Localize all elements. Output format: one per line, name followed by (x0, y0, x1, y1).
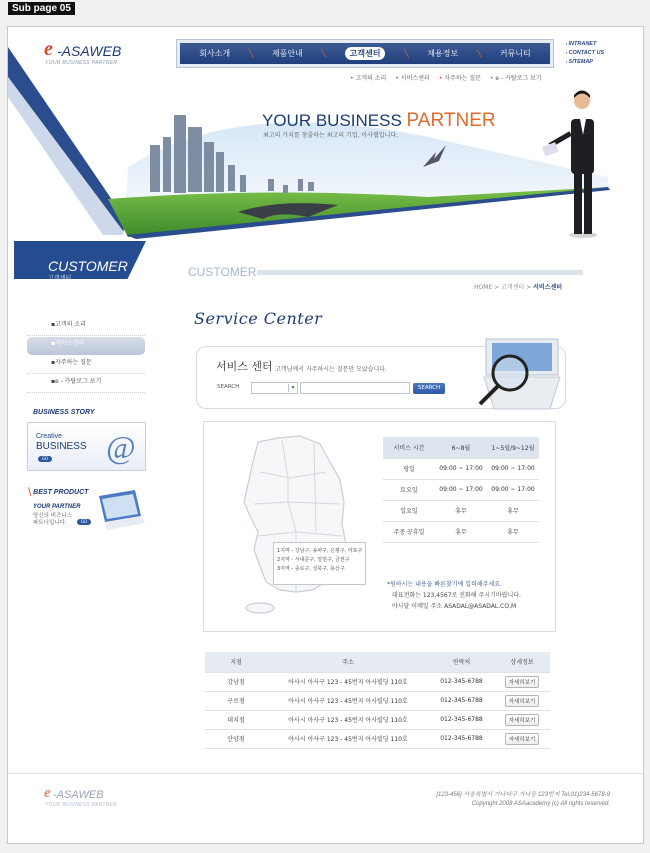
hours-cell: 서비스 시간 (383, 437, 435, 458)
hours-cell: 일요일 (383, 500, 435, 521)
legend-line: 2지역 - 서대문구, 양천구, 금천구 (277, 557, 350, 563)
sub-nav (350, 73, 542, 82)
contact-us-link[interactable]: ▪ CONTACT US (566, 50, 604, 56)
footer-tagline: YOUR BUSINESS PARTNER (45, 802, 118, 808)
subnav-ecatalog[interactable]: • e - 카탈로그 보기 (490, 73, 542, 82)
slogan-accent: PARTNER (406, 110, 496, 131)
business-story-go-button[interactable]: GO (38, 456, 52, 462)
table-row (205, 729, 550, 748)
hours-cell: 휴무 (487, 500, 539, 521)
best-product-heading: ╲ BEST PRODUCT (27, 489, 89, 496)
at-sign-icon: @ (106, 429, 136, 465)
nav-products[interactable]: 제품안내 (271, 49, 303, 58)
branch-tel: 012-345-6788 (429, 672, 494, 691)
sidebar-item-label: e - 카탈로그 보기 (55, 378, 102, 385)
hero-slogan (262, 110, 496, 132)
sidebar-section-sub: 고객센터 (48, 275, 72, 282)
page-title: Service Center (194, 309, 323, 328)
chevron-down-icon: ▾ (288, 384, 297, 392)
hours-cell: 1~5월/9~12월 (487, 437, 539, 458)
sidebar-item-label: 서비스센터 (55, 340, 84, 347)
branch-tel: 012-345-6788 (429, 729, 494, 748)
legend-line: 1지역 - 강남구, 송파구, 은평구, 마포구 (277, 548, 363, 554)
search-button[interactable]: SEARCH (413, 383, 445, 394)
hours-cell: 평일 (383, 458, 435, 479)
best-product-line2: 당신의 비즈니스 (33, 513, 72, 519)
footer-logo-name: -ASAWEB (53, 789, 104, 801)
legend-line: 3지역 - 종로구, 성북구, 용산구 (277, 566, 345, 572)
business-story-heading: BUSINESS STORY (33, 409, 95, 416)
sidebar-item-label: 자주하는 질문 (55, 359, 92, 366)
best-product-go-button[interactable]: GO (77, 519, 91, 525)
breadcrumb-sep: > (524, 284, 534, 291)
detail-button[interactable]: 자세히보기 (505, 714, 540, 726)
business-story-banner[interactable] (27, 422, 146, 471)
nav-company[interactable]: 회사소개 (199, 49, 231, 58)
main-nav (177, 40, 553, 67)
sidebar-item-label: 고객의 소리 (55, 321, 86, 328)
notice-line: 아사달 이메일 주소 ASADAL@ASADAL.CO,M (392, 603, 517, 610)
sitemap-link[interactable]: ▪ SITEMAP (566, 59, 604, 65)
subnav-faq[interactable]: • 자주하는 질문 (439, 73, 481, 82)
hours-row (383, 521, 539, 542)
business-story-line2: BUSINESS (36, 441, 87, 452)
hours-cell: 주중 공휴일 (383, 521, 435, 542)
table-row (205, 691, 550, 710)
notice (387, 579, 521, 612)
sidebar-item-service-center[interactable] (27, 337, 145, 355)
hours-cell: 휴무 (435, 521, 487, 542)
notice-line: 대표전화는 123,4567로 전화해 주시기바랍니다. (392, 592, 521, 599)
hours-cell: 토요일 (383, 479, 435, 500)
logo-e: e (44, 38, 53, 60)
best-product-banner[interactable] (27, 498, 146, 533)
hours-cell: 09:00 ~ 17:00 (435, 479, 487, 500)
column-header: 지점 (205, 652, 267, 672)
map-legend (273, 542, 366, 585)
search-panel-title: 서비스 센터 (216, 360, 273, 373)
branch-name: 강남점 (205, 672, 267, 691)
subnav-voice[interactable]: • 고객의 소리 (350, 73, 386, 82)
branch-table (205, 652, 550, 749)
sidebar-item-voice[interactable] (27, 318, 145, 336)
hours-cell: 휴무 (487, 521, 539, 542)
sidebar-item-ecatalog[interactable] (27, 375, 145, 393)
hours-header-row (383, 437, 539, 458)
service-hours-table (383, 437, 539, 543)
search-panel-subtitle: 고객님께서 자주하시는 질문만 모았습니다. (275, 366, 387, 373)
sidebar-item-faq[interactable] (27, 356, 145, 374)
branch-name: 대치점 (205, 710, 267, 729)
detail-button[interactable]: 자세히보기 (505, 695, 540, 707)
best-product-line3: 파트너입니다. (33, 520, 67, 526)
nav-separator: ╲ (248, 49, 254, 58)
korea-map (230, 432, 363, 622)
magnifier-laptop-icon (476, 337, 562, 410)
branch-detail-cell (494, 729, 550, 748)
laptop-icon (93, 490, 145, 530)
logo-name[interactable]: -ASAWEB (57, 43, 122, 59)
branch-address: 아사시 아사구 123 - 45번지 아사빌딩 110호 (267, 691, 429, 710)
branch-address: 아사시 아사구 123 - 45번지 아사빌딩 110호 (267, 710, 429, 729)
search-label: SEARCH (217, 384, 240, 390)
detail-button[interactable]: 자세히보기 (505, 733, 540, 745)
branch-detail-cell (494, 710, 550, 729)
hours-cell: 09:00 ~ 17:00 (487, 458, 539, 479)
search-category-select[interactable] (251, 382, 298, 394)
hours-cell: 09:00 ~ 17:00 (487, 479, 539, 500)
column-header: 주소 (267, 652, 429, 672)
branch-address: 아사시 아사구 123 - 45번지 아사빌딩 110호 (267, 729, 429, 748)
page-tag: Sub page 05 (8, 2, 75, 15)
column-header: 연락처 (429, 652, 494, 672)
footer-divider (8, 773, 643, 774)
branch-tel: 012-345-6788 (429, 691, 494, 710)
content-section-title: CUSTOMER (188, 265, 257, 279)
branch-tel: 012-345-6788 (429, 710, 494, 729)
nav-recruit[interactable]: 채용정보 (427, 49, 459, 58)
nav-separator: ╲ (403, 49, 409, 58)
intranet-link[interactable]: ▪ INTRANET (566, 41, 604, 47)
sidebar-menu (27, 318, 145, 394)
search-input[interactable] (300, 382, 410, 394)
breadcrumb (474, 282, 562, 291)
nav-community[interactable]: 커뮤니티 (499, 49, 531, 58)
logo-tagline: YOUR BUSINESS PARTNER (45, 60, 118, 66)
table-row (205, 672, 550, 691)
slogan-main: YOUR BUSINESS (262, 111, 407, 130)
branch-detail-cell (494, 672, 550, 691)
hours-cell: 휴무 (435, 500, 487, 521)
table-header-row (205, 652, 550, 672)
footer-logo-e: e (44, 785, 51, 801)
breadcrumb-sep: > (492, 284, 502, 291)
footer-address: [123-456] 서울특별시 가나다구 가나동 123번지 Tel.01)234-5678-9 (436, 792, 610, 798)
best-product-heading-text: BEST PRODUCT (33, 489, 89, 496)
hero-slogan-sub: 최고의 가치를 창출하는 최고의 기업, 아사웹입니다. (263, 132, 399, 139)
branch-detail-cell (494, 691, 550, 710)
hours-cell: 09:00 ~ 17:00 (435, 458, 487, 479)
footer-copyright: Copyright 2008 ASAacademy (c) All rights reserved. (471, 801, 610, 807)
notice-line: *원하시는 내용을 빠른찾기에 입력해주세요. (387, 581, 502, 588)
breadcrumb-home[interactable]: HOME (474, 284, 493, 291)
quick-links (566, 41, 604, 68)
branch-name: 구로점 (205, 691, 267, 710)
best-product-line1: YOUR PARTNER (33, 504, 81, 510)
footer-info (436, 791, 610, 809)
hours-cell: 6~8월 (435, 437, 487, 458)
sidebar-section-title: CUSTOMER (48, 258, 128, 274)
hours-row (383, 500, 539, 521)
subnav-service-center[interactable]: • 서비스센터 (395, 73, 429, 82)
detail-button[interactable]: 자세히보기 (505, 676, 540, 688)
breadcrumb-current: 서비스센터 (533, 284, 563, 291)
nav-separator: ╲ (321, 49, 327, 58)
nav-customer-center[interactable]: 고객센터 (345, 47, 386, 60)
content-title-bar (257, 270, 583, 275)
branch-address: 아사시 아사구 123 - 45번지 아사빌딩 110호 (267, 672, 429, 691)
breadcrumb-mid[interactable]: 고객센터 (501, 284, 525, 291)
business-story-line1: Creative (36, 433, 63, 440)
hours-row (383, 458, 539, 479)
table-row (205, 710, 550, 729)
branch-name: 안양점 (205, 729, 267, 748)
hours-row (383, 479, 539, 500)
nav-separator: ╲ (476, 49, 482, 58)
column-header: 상세정보 (494, 652, 550, 672)
